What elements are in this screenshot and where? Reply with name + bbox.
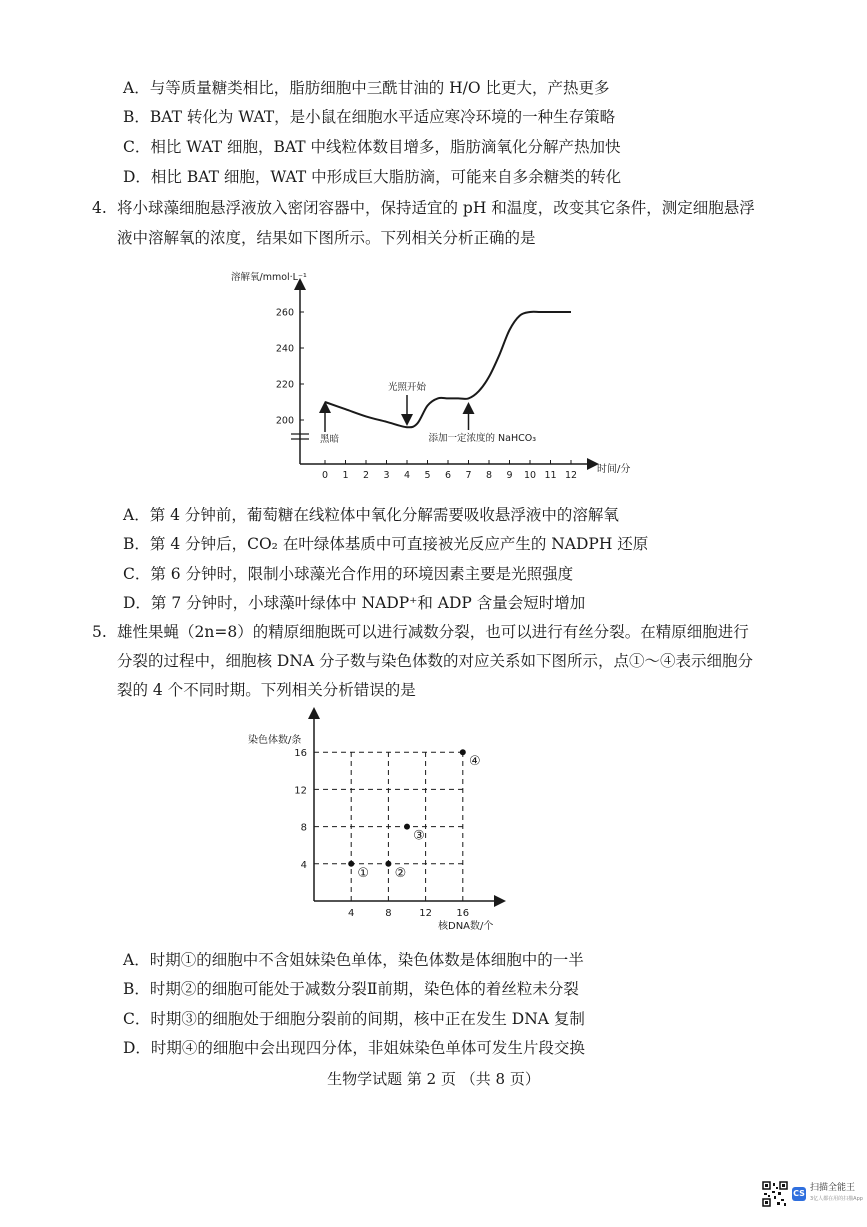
scanner-brand: 扫描全能王 (810, 1183, 856, 1193)
scanner-logo-icon: CS (792, 1187, 806, 1201)
chart1-x-tick-label: 4 (403, 470, 411, 481)
data-point-3 (404, 824, 410, 830)
q5-stem-line3: 裂的 4 个不同时期。下列相关分析错误的是 (117, 681, 416, 699)
q5-option-b: B．时期②的细胞可能处于减数分裂Ⅱ前期，染色体的着丝粒未分裂 (123, 980, 579, 998)
q4-option-b: B．第 4 分钟后，CO₂ 在叶绿体基质中可直接被光反应产生的 NADPH 还原 (123, 535, 649, 553)
chart2-y-tick-label: 4 (300, 859, 307, 871)
qr-code-icon (762, 1181, 788, 1207)
chart1-x-tick-label: 9 (506, 470, 513, 481)
scanner-tagline: 3亿人都在用的扫描App (810, 1196, 863, 1202)
annotation-nahco3: 添加一定浓度的 NaHCO₃ (428, 433, 537, 444)
chart1-x-tick-label: 6 (444, 470, 452, 481)
data-point-label-4: ④ (468, 754, 481, 770)
q4-stem-line2: 液中溶解氧的浓度，结果如下图所示。下列相关分析正确的是 (117, 229, 536, 247)
chart2-x-axis-label: 核DNA数/个 (438, 921, 494, 932)
data-point-1 (348, 861, 354, 867)
chart2-x-tick-label: 16 (456, 908, 470, 919)
data-point-2 (385, 861, 391, 867)
oxygen-curve (325, 312, 571, 428)
data-point-label-2: ② (394, 865, 407, 881)
q5-stem-line1: 雄性果蝇（2n=8）的精原细胞既可以进行减数分裂，也可以进行有丝分裂。在精原细胞进行 (117, 623, 749, 641)
q3-option-a: A．与等质量糖类相比，脂肪细胞中三酰甘油的 H/O 比更大，产热更多 (123, 79, 610, 97)
chart1-x-tick-label: 11 (544, 470, 557, 481)
chart2-y-tick-label: 12 (294, 785, 307, 797)
q5-option-d: D．时期④的细胞中会出现四分体，非姐妹染色单体可发生片段交换 (123, 1039, 585, 1057)
annotation-dark: 黑暗 (320, 434, 340, 445)
q5-stem-line2: 分裂的过程中，细胞核 DNA 分子数与染色体数的对应关系如下图所示，点①～④表示细胞分 (117, 652, 754, 670)
chart2-x-tick-label: 4 (348, 908, 355, 919)
chart1-x-axis-label: 时间/分 (597, 464, 631, 475)
page-footer: 生物学试题 第 2 页 （共 8 页） (327, 1070, 540, 1088)
chart1-x-tick-label: 5 (424, 470, 431, 481)
chart1-x-tick-label: 8 (485, 470, 493, 481)
chart1-y-tick-label: 260 (275, 307, 294, 319)
chart2-y-tick-label: 16 (294, 748, 307, 760)
q5-option-a: A．时期①的细胞中不含姐妹染色单体，染色体数是体细胞中的一半 (123, 951, 584, 969)
chart2-x-tick-label: 12 (419, 908, 432, 919)
chart2-y-tick-label: 8 (300, 822, 307, 834)
q5-option-c: C．时期③的细胞处于细胞分裂前的间期，核中正在发生 DNA 复制 (123, 1010, 585, 1028)
scanner-watermark (762, 1181, 863, 1207)
data-point-4 (460, 749, 466, 755)
q4-option-d: D．第 7 分钟时，小球藻叶绿体中 NADP⁺和 ADP 含量会短时增加 (123, 594, 586, 612)
chart2-x-tick-label: 8 (385, 908, 392, 919)
annotation-light-start: 光照开始 (387, 382, 427, 393)
chart1-y-tick-label: 200 (275, 415, 294, 427)
q3-option-b: B．BAT 转化为 WAT，是小鼠在细胞水平适应寒冷环境的一种生存策略 (123, 108, 616, 126)
chart1-x-tick-label: 10 (523, 470, 537, 481)
dna-chromosome-chart (240, 705, 540, 940)
data-point-label-1: ① (357, 865, 370, 881)
q3-option-d: D．相比 BAT 细胞，WAT 中形成巨大脂肪滴，可能来自多余糖类的转化 (123, 168, 622, 186)
chart1-x-tick-label: 12 (564, 470, 578, 481)
q4-option-c: C．第 6 分钟时，限制小球藻光合作用的环境因素主要是光照强度 (123, 565, 574, 583)
q4-number: 4. (92, 199, 107, 217)
dissolved-oxygen-chart (225, 262, 645, 487)
chart1-x-tick-label: 1 (342, 470, 349, 481)
chart1-x-tick-label: 3 (383, 470, 390, 481)
q5-number: 5. (92, 623, 107, 641)
data-point-label-3: ③ (413, 828, 425, 844)
chart1-y-axis-label: 溶解氧/mmol·L⁻¹ (231, 272, 307, 283)
chart1-x-tick-label: 0 (321, 470, 329, 481)
chart1-y-tick-label: 240 (275, 343, 294, 355)
q4-stem-line1: 将小球藻细胞悬浮液放入密闭容器中，保持适宜的 pH 和温度，改变其它条件，测定细胞悬浮 (117, 199, 755, 217)
chart2-y-axis-label: 染色体数/条 (248, 735, 302, 746)
chart1-y-tick-label: 220 (275, 379, 294, 391)
q3-option-c: C．相比 WAT 细胞，BAT 中线粒体数目增多，脂肪滴氧化分解产热加快 (123, 138, 621, 156)
chart1-x-tick-label: 2 (362, 470, 370, 481)
q4-option-a: A．第 4 分钟前，葡萄糖在线粒体中氧化分解需要吸收悬浮液中的溶解氧 (123, 506, 619, 524)
chart1-x-tick-label: 7 (465, 470, 472, 481)
